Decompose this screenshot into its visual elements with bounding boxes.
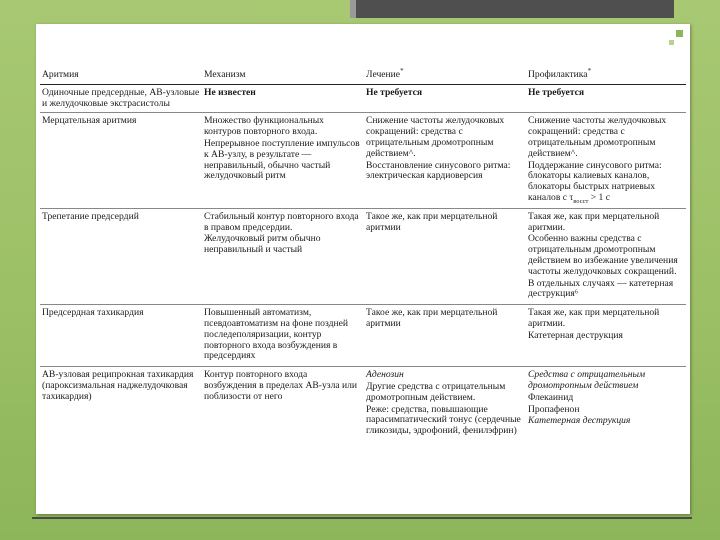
arrhythmia-table bbox=[40, 68, 686, 441]
cell-mechanism: Стабильный контур повторного входа в правом предсердии. Желудочковый ритм обычно неправильный и частый bbox=[202, 208, 364, 304]
cell-prevention: Такая же, как при мерцательной аритмии. Особенно важны средства с отрицательным дромотропным действием во избежание увеличения частоты желудочковых сокращений. В отдельных случаях — катетерная деструкция⁶ bbox=[526, 208, 686, 304]
cell-arrhythmia: Трепетание предсердий bbox=[40, 208, 202, 304]
table-row bbox=[40, 84, 686, 113]
header-arrhythmia: Аритмия bbox=[40, 68, 202, 84]
header-mechanism: Механизм bbox=[202, 68, 364, 84]
cell-prevention: Средства с отрицательным дромотропным действием Флекаинид Пропафенон Катетерная деструкция bbox=[528, 369, 646, 427]
cell-arrhythmia: Предсердная тахикардия bbox=[40, 305, 202, 367]
table-row bbox=[40, 305, 686, 367]
cell-arrhythmia: Одиночные предсердные, АВ-узловые и желудочковые экстрасистолы bbox=[40, 84, 202, 113]
cell-treatment: Не требуется bbox=[364, 84, 526, 113]
table-row bbox=[40, 367, 686, 441]
table-row bbox=[40, 208, 686, 304]
table-header-row bbox=[40, 68, 686, 84]
cell-prevention: Не требуется bbox=[526, 84, 686, 113]
cell-treatment: Снижение частоты желудочковых сокращений: средства с отрицательным дромотропным действием^. Восстановление синусового ритма: электрическая кардиоверсия bbox=[364, 113, 526, 208]
cell-prevention: Снижение частоты желудочковых сокращений: средства с отрицательным дромотропным действием^. Поддержание синусового ритма: блокаторы калиевых каналов, блокаторы быстрых натриевых каналов с $\tau_{восст} > 1$ с bbox=[526, 113, 686, 208]
table-row bbox=[40, 113, 686, 208]
slide bbox=[36, 24, 690, 514]
cell-prevention: Такая же, как при мерцательной аритмии. Катетерная деструкция bbox=[526, 305, 686, 367]
cell-arrhythmia: Мерцательная аритмия bbox=[40, 113, 202, 208]
cell-mechanism: Контур повторного входа возбуждения в пределах АВ-узла или поблизости от него bbox=[204, 369, 358, 402]
header-prevention: Профилактика* bbox=[526, 68, 686, 84]
header-decor-bar bbox=[356, 0, 674, 18]
corner-square-decor bbox=[676, 30, 683, 37]
cell-arrhythmia: АВ-узловая реципрокная тахикардия (пароксизмальная наджелудочковая тахикардия) bbox=[42, 369, 194, 402]
cell-mechanism: Множество функциональных контуров повторного входа. Непрерывное поступление импульсов к АВ-узлу, в результате — неправильный, обычно частый желудочковый ритм bbox=[202, 113, 364, 208]
footer-decor-line bbox=[32, 517, 692, 519]
header-treatment: Лечение* bbox=[364, 68, 526, 84]
cell-treatment: Аденозин Другие средства с отрицательным дромотропным действием. Реже: средства, повышающие парасимпатический тонус (сердечные гликозиды, эдрофоний, фенилэфрин) bbox=[366, 369, 521, 437]
cell-mechanism: Не известен bbox=[202, 84, 364, 113]
cell-treatment: Такое же, как при мерцательной аритмии bbox=[364, 305, 526, 367]
cell-mechanism: Повышенный автоматизм, псевдоавтоматизм на фоне поздней последеполяризации, контур повторного входа возбуждения в предсердиях bbox=[202, 305, 364, 367]
corner-square-decor-small bbox=[669, 40, 674, 45]
cell-treatment: Такое же, как при мерцательной аритмии bbox=[364, 208, 526, 304]
